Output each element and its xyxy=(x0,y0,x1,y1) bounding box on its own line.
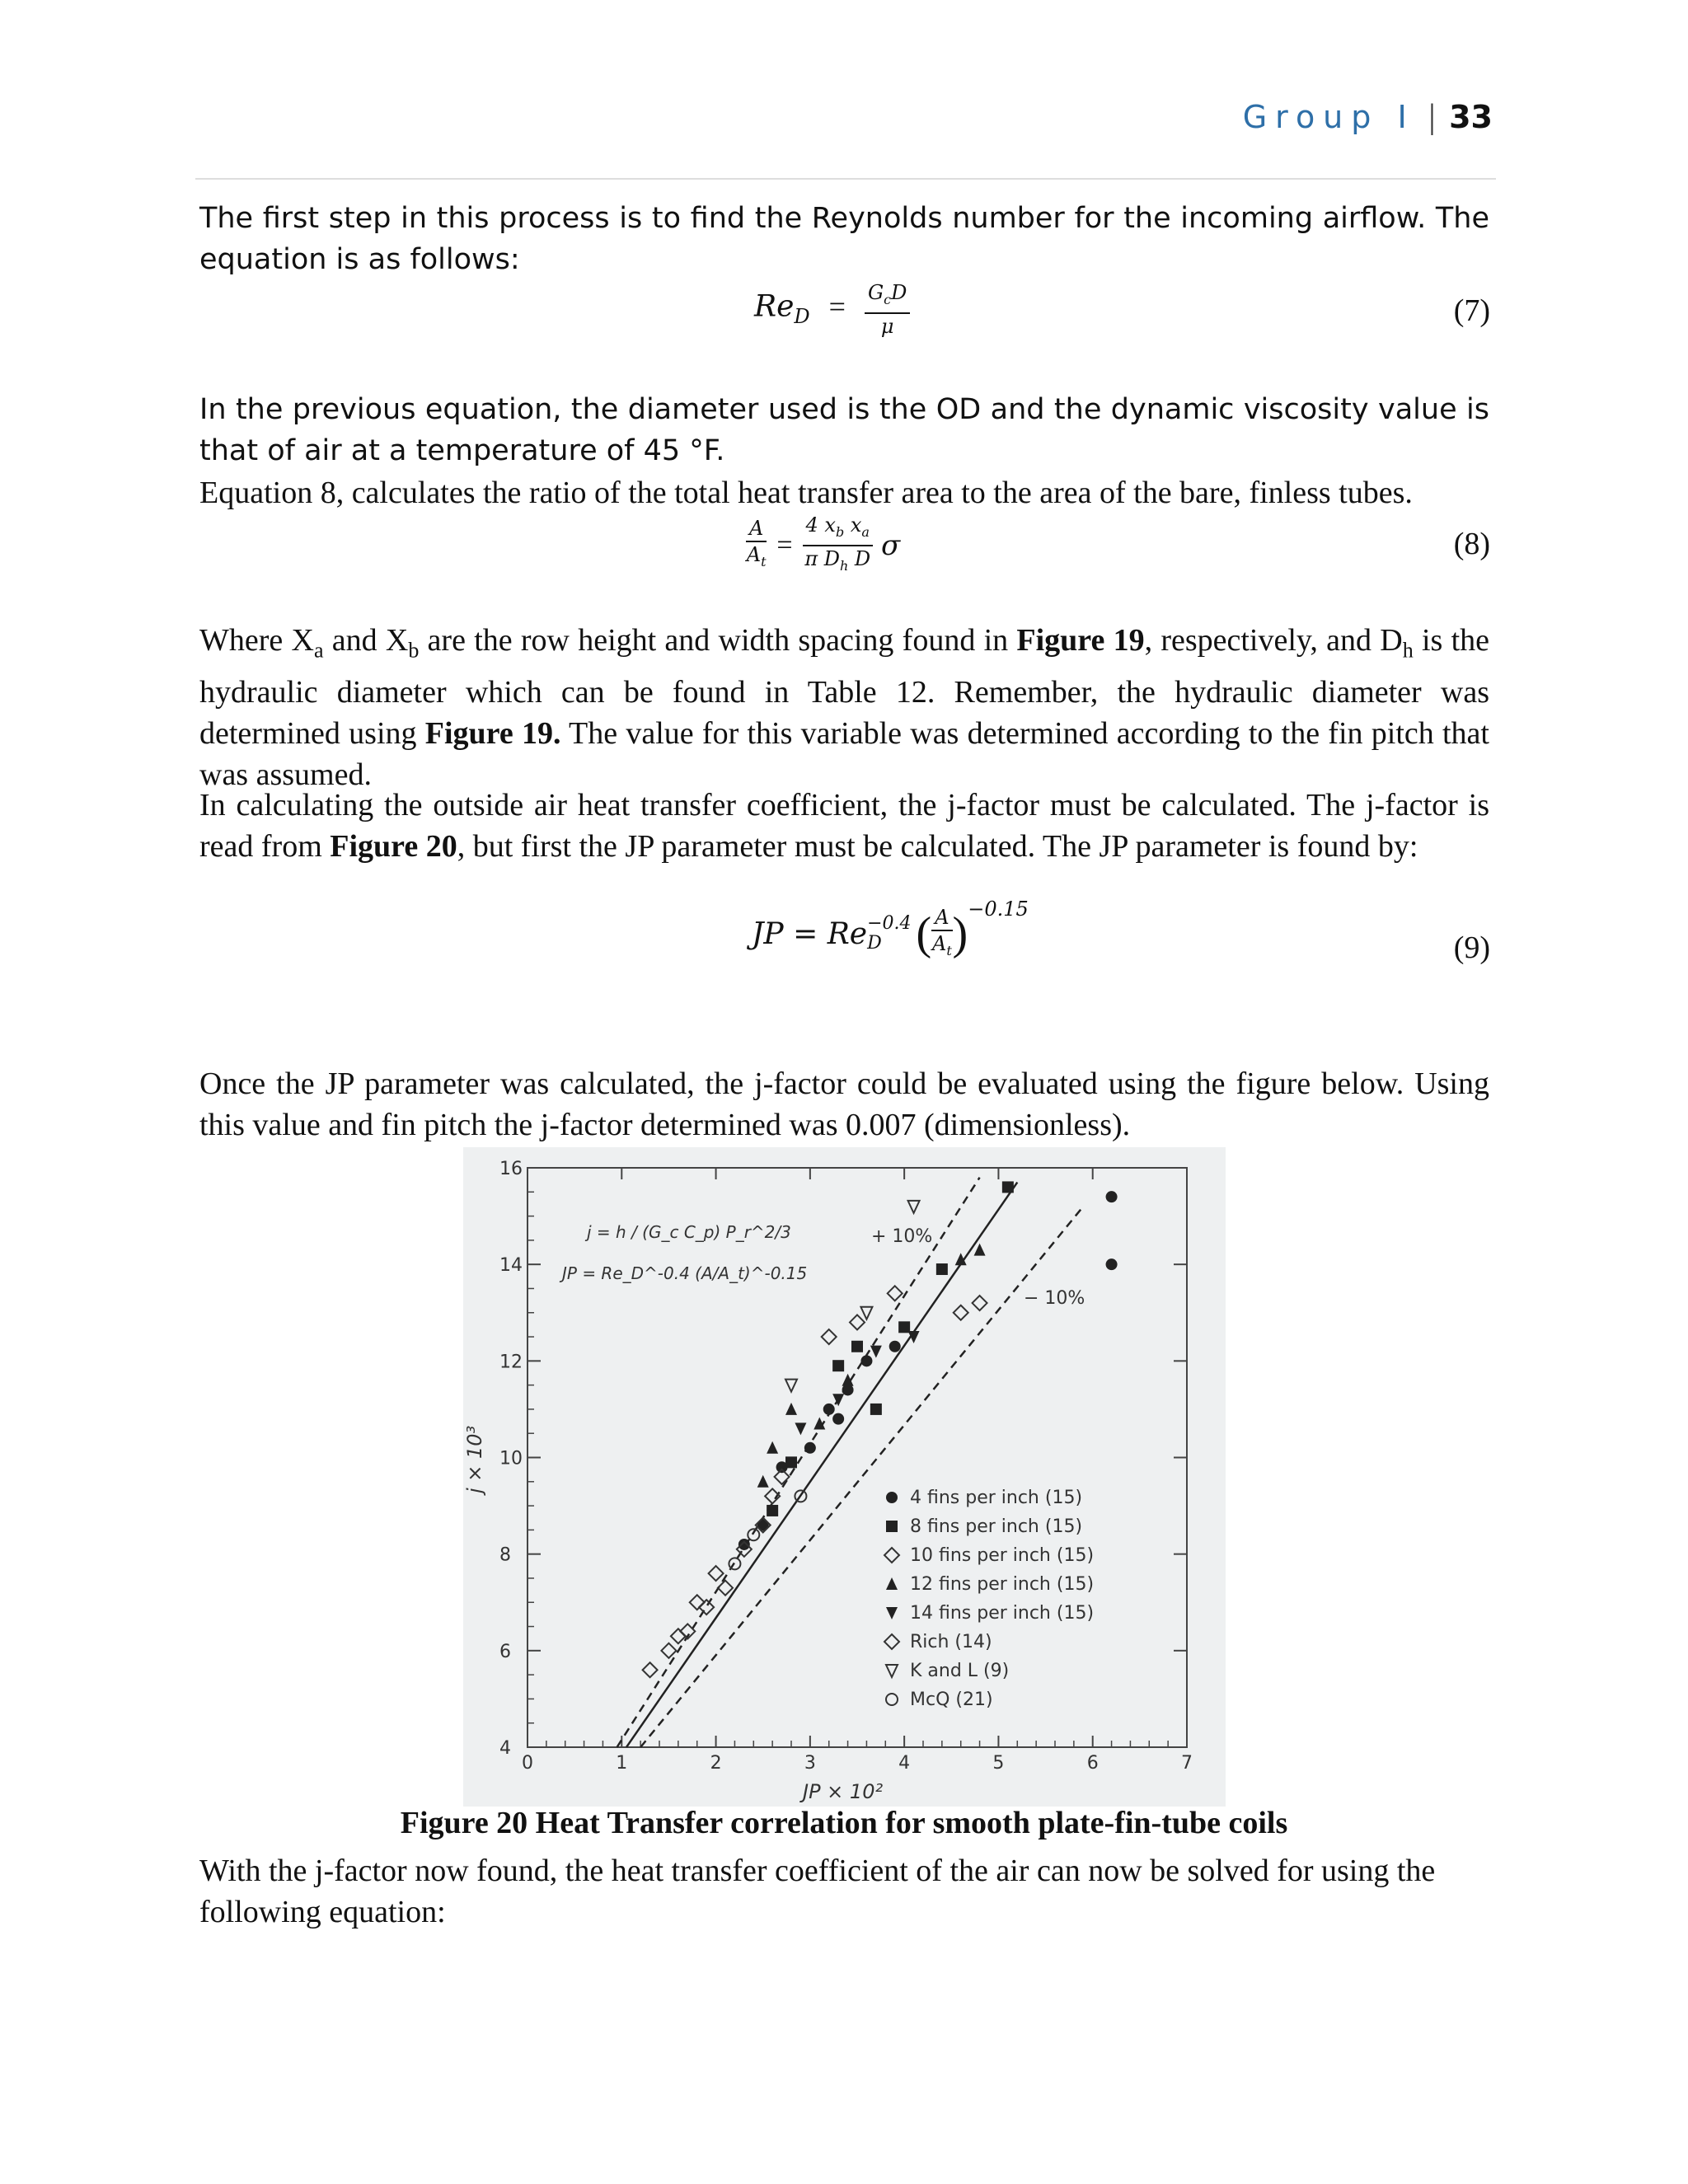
eq7-lhs-sub: D xyxy=(794,304,810,328)
x-tick-label: 5 xyxy=(992,1753,1005,1774)
p4-sub-h: h xyxy=(1402,638,1414,663)
figure-20-ref: Figure 20 xyxy=(330,829,457,864)
data-point-series-5 xyxy=(822,1329,837,1344)
band-label-plus: + 10% xyxy=(871,1226,933,1247)
eq8-right-den-h: h xyxy=(839,557,849,574)
x-tick-label: 0 xyxy=(522,1753,533,1774)
data-point-series-2 xyxy=(661,1643,676,1658)
eq9-subscript: D xyxy=(867,933,882,954)
paragraph-7: With the j-factor now found, the heat transfer coefficient of the air can now be solved for using the following equation: xyxy=(199,1854,1436,1929)
equation-9: JP = Re −0.4 D ( $\frac{A}{A_t}$ ) −0.15 xyxy=(752,905,1029,963)
legend-label-5: Rich (14) xyxy=(910,1632,992,1652)
eq7-den: μ xyxy=(880,314,894,338)
eq8-sigma: σ xyxy=(880,528,901,562)
data-point-series-3 xyxy=(767,1441,778,1454)
p4-sub-a: a xyxy=(313,638,324,663)
eq9-lhs: JP = Re xyxy=(752,916,868,951)
p4-text-f: The value for this variable was determined according to the fin pitch that was assumed. xyxy=(199,715,1489,792)
data-point-series-0 xyxy=(738,1539,750,1550)
paragraph-2: In the previous equation, the diameter used is the OD and the dynamic viscosity value is that of air at a temperature of 45 °F. xyxy=(199,393,1489,467)
eq8-left-num: A xyxy=(746,516,767,542)
y-axis-label: j × 10³ xyxy=(463,1425,486,1493)
data-point-series-5 xyxy=(850,1315,865,1329)
header-separator: | xyxy=(1428,98,1436,136)
data-point-series-3 xyxy=(757,1475,769,1488)
eq7-fraction xyxy=(865,280,910,339)
p5-text-a: In calculating the outside air heat transfer coefficient, the j-factor must be calculated. The j-factor is read from xyxy=(199,788,1489,864)
y-tick-label: 16 xyxy=(499,1159,523,1179)
paragraph-4 xyxy=(199,620,1489,795)
legend-marker-7 xyxy=(886,1694,898,1705)
p4-sub-b: b xyxy=(408,638,420,663)
eq9-frac-den: A xyxy=(931,932,947,955)
legend-marker-3 xyxy=(886,1577,898,1590)
eq8-right-num-x: x xyxy=(844,513,862,537)
data-point-series-5 xyxy=(954,1305,968,1320)
page-number: 33 xyxy=(1449,99,1493,135)
paragraph-3: Equation 8, calculates the ratio of the total heat transfer area to the area of the bare, finless tubes. xyxy=(199,476,1413,510)
eq9-fraction xyxy=(931,905,952,963)
legend-label-7: McQ (21) xyxy=(910,1690,993,1710)
figure-20-caption: Figure 20 Heat Transfer correlation for smooth plate-fin-tube coils xyxy=(400,1806,1288,1840)
eq8-right-den: π D xyxy=(804,546,840,570)
correlation-line-minus10pct xyxy=(640,1207,1083,1747)
legend-marker-0 xyxy=(886,1492,898,1503)
data-point-series-0 xyxy=(832,1413,844,1425)
x-axis-label: JP × 10² xyxy=(803,1780,884,1803)
data-point-series-5 xyxy=(709,1566,724,1581)
x-tick-label: 4 xyxy=(898,1753,911,1774)
data-point-series-6 xyxy=(860,1307,872,1319)
p4-text-c: are the row height and width spacing found in xyxy=(419,623,1017,658)
data-point-series-1 xyxy=(936,1263,948,1275)
paragraph-1: The first step in this process is to find the Reynolds number for the incoming airflow. The equation is as follows: xyxy=(199,202,1489,276)
data-point-series-0 xyxy=(1106,1258,1118,1270)
p4-text-d: , respectively, and D xyxy=(1144,623,1403,658)
data-point-series-1 xyxy=(851,1341,863,1352)
y-tick-label: 10 xyxy=(499,1448,523,1469)
eq7-num-tail: D xyxy=(891,281,907,304)
data-point-series-5 xyxy=(690,1595,705,1610)
equation-7-number: (7) xyxy=(1453,293,1490,328)
p4-text-b: and X xyxy=(323,623,409,658)
data-point-series-0 xyxy=(889,1341,901,1352)
data-point-series-4 xyxy=(832,1394,844,1406)
x-tick-label: 7 xyxy=(1181,1753,1193,1774)
legend-marker-2 xyxy=(884,1548,899,1563)
paragraph-5 xyxy=(199,785,1489,867)
data-point-series-1 xyxy=(832,1360,844,1371)
p5-text-b: , but first the JP parameter must be calculated. The JP parameter is found by: xyxy=(457,829,1418,864)
data-point-series-2 xyxy=(643,1662,658,1677)
data-point-series-1 xyxy=(785,1456,797,1468)
data-point-series-5 xyxy=(671,1629,686,1643)
data-point-series-0 xyxy=(823,1404,835,1415)
formula-jp: JP = Re_D^-0.4 (A/A_t)^-0.15 xyxy=(562,1263,808,1283)
legend-label-4: 14 fins per inch (15) xyxy=(910,1603,1095,1624)
y-tick-label: 4 xyxy=(499,1738,511,1759)
legend-marker-6 xyxy=(886,1665,898,1677)
legend-marker-4 xyxy=(886,1607,898,1619)
x-tick-label: 3 xyxy=(804,1753,816,1774)
equation-7: $Re_D$ = $\frac{G_cD}{\mu}$ xyxy=(754,280,910,339)
x-tick-label: 1 xyxy=(616,1753,628,1774)
band-label-minus: − 10% xyxy=(1024,1288,1085,1309)
eq8-right-num-a: a xyxy=(861,523,870,540)
formula-j: j = h / (G_c C_p) P_r^2/3 xyxy=(587,1222,791,1242)
eq8-right-fraction xyxy=(803,513,873,579)
data-point-series-0 xyxy=(1106,1191,1118,1202)
page-header xyxy=(1243,97,1493,137)
legend-label-2: 10 fins per inch (15) xyxy=(910,1545,1095,1566)
eq9-outer-exponent: −0.15 xyxy=(968,898,1029,921)
eq8-right-num-b: b xyxy=(835,523,845,540)
data-point-series-4 xyxy=(870,1346,882,1358)
data-point-series-3 xyxy=(785,1403,797,1415)
data-point-series-5 xyxy=(973,1296,987,1310)
eq8-left-den-sub: t xyxy=(761,554,767,570)
x-tick-label: 6 xyxy=(1086,1753,1099,1774)
eq8-left-den: A xyxy=(746,543,762,567)
data-point-series-0 xyxy=(860,1355,872,1366)
y-tick-label: 14 xyxy=(499,1255,523,1277)
eq9-frac-den-sub: t xyxy=(946,942,952,958)
legend-marker-5 xyxy=(884,1634,899,1649)
header-group: Group I xyxy=(1242,99,1415,135)
eq7-lhs: Re xyxy=(754,289,795,324)
eq8-left-fraction xyxy=(746,516,767,574)
x-tick-label: 2 xyxy=(710,1753,722,1774)
eq9-exponent: −0.4 xyxy=(867,913,912,935)
figure-19-ref: Figure 19 xyxy=(1016,623,1145,658)
paragraph-6: Once the JP parameter was calculated, the j-factor could be evaluated using the figure below. Using this value and fin pitch the j-factor determined was 0.007 (dimensionless). xyxy=(199,1066,1489,1142)
data-point-series-6 xyxy=(785,1380,797,1392)
y-tick-label: 12 xyxy=(499,1352,523,1373)
data-point-series-1 xyxy=(1002,1181,1014,1193)
header-rule xyxy=(195,178,1496,180)
figure-20-chart xyxy=(463,1147,1226,1807)
data-point-series-2 xyxy=(699,1600,714,1615)
legend-label-6: K and L (9) xyxy=(910,1661,1010,1681)
data-point-series-0 xyxy=(804,1442,816,1454)
data-point-series-6 xyxy=(908,1201,920,1213)
equation-8: $\frac{A}{A_t}$ = $\frac{4 x_b x_a}{\pi D_h D}$ σ xyxy=(746,513,900,579)
y-tick-label: 6 xyxy=(499,1641,511,1662)
data-point-series-2 xyxy=(888,1286,903,1301)
plot-frame xyxy=(528,1168,1187,1747)
legend-label-1: 8 fins per inch (15) xyxy=(910,1516,1083,1537)
eq7-num: G xyxy=(867,281,884,304)
data-point-series-1 xyxy=(870,1404,882,1415)
legend-marker-1 xyxy=(886,1521,898,1532)
p4-text-a: Where X xyxy=(199,623,314,658)
figure-19-ref-2: Figure 19. xyxy=(424,715,561,751)
eq7-num-sub: c xyxy=(884,291,892,307)
y-tick-label: 8 xyxy=(499,1544,511,1566)
eq9-frac-num: A xyxy=(931,905,952,931)
equation-8-number: (8) xyxy=(1453,527,1490,561)
eq8-right-num: 4 x xyxy=(805,513,836,537)
data-point-series-3 xyxy=(974,1244,986,1256)
eq8-right-den-tail: D xyxy=(848,546,871,570)
data-point-series-4 xyxy=(795,1422,806,1435)
equation-9-number: (9) xyxy=(1453,930,1490,965)
p4-text-e: is the hydraulic diameter which can be found in Table 12. Remember, the hydraulic diameter was determined using xyxy=(199,623,1490,751)
data-point-series-2 xyxy=(718,1581,733,1596)
data-point-series-1 xyxy=(767,1505,778,1516)
legend-label-0: 4 fins per inch (15) xyxy=(910,1488,1083,1508)
figure-20 xyxy=(463,1147,1226,1807)
legend-label-3: 12 fins per inch (15) xyxy=(910,1574,1095,1595)
